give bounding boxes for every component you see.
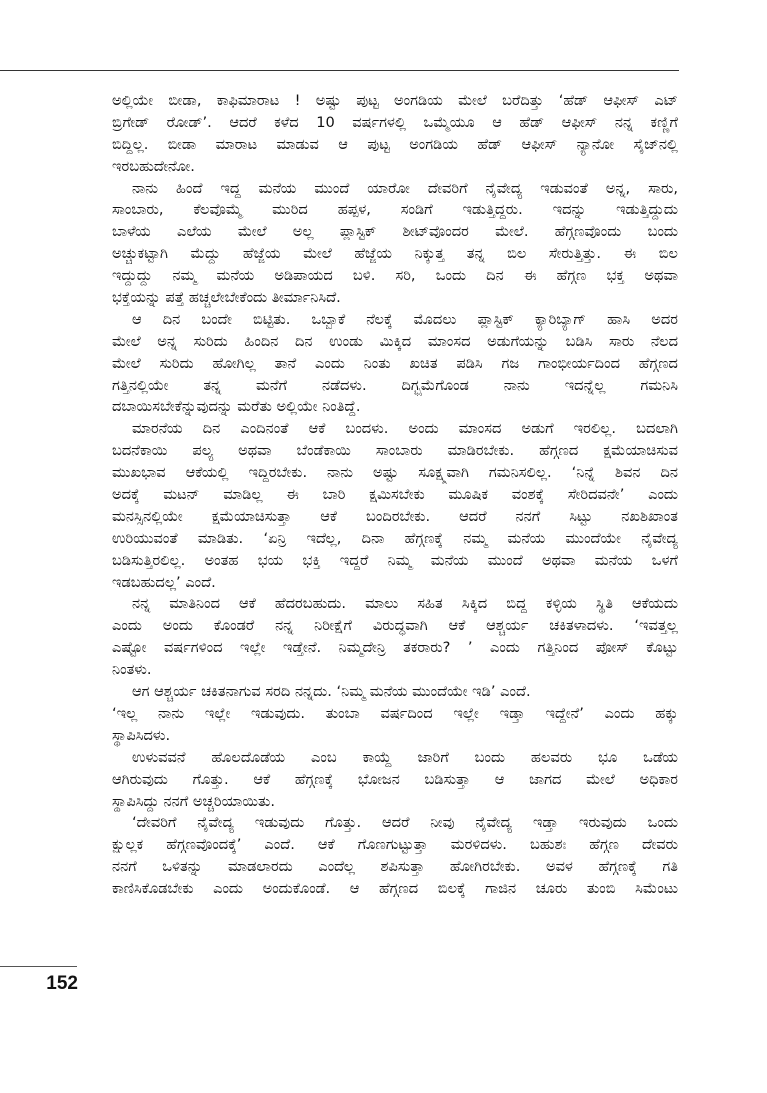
text-line: ಇಡಬಹುದಲ್ಲ’ ಎಂದೆ. [112,573,216,591]
text-line: ಸ್ಥಾಪಿಸಿದ್ದು ನನಗೆ ಅಚ್ಚರಿಯಾಯಿತು. [112,792,276,810]
text-line: ನಿಂತಳು. [112,661,152,679]
page-number: 152 [46,973,78,994]
text-line: ಕಾಣಿಸಿಕೊಡಬೇಕು ಎಂದು ಅಂದುಕೊಂಡೆ. ಆ ಹೆಗ್ಗಣದ ಬಿಲಕ್ಕೆ ಗಾಜಿನ ಚೂರು ತುಂಬಿ ಸಿಮೆಂಟು [112,880,678,898]
paragraph [112,747,678,813]
text-line: ಕ್ಷುಲ್ಲಕ ಹೆಗ್ಗಣವೊಂದಕ್ಕೆ’ ಎಂದೆ. ಆಕೆ ಗೊಣಗುಟ್ಟುತ್ತಾ ಮರಳಿದಳು. ಬಹುಶಃ ಹೆಗ್ಗಣ ದೇವರು [112,836,678,854]
text-line: ಉರಿಯುವಂತೆ ಮಾಡಿತು. ‘ಏನ್ರಿ ಇದೆಲ್ಲ, ದಿನಾ ಹೆಗ್ಗಣಕ್ಕೆ ನಮ್ಮ ಮನೆಯ ಮುಂದೆಯೇ ನೈವೇದ್ಯ [112,529,678,547]
text-line: ಇರಬಹುದೇನೋ. [112,157,195,175]
text-line: ಮೇಲೆ ಅನ್ನ ಸುರಿದು ಹಿಂದಿನ ದಿನ ಉಂಡು ಮಿಕ್ಕಿದ ಮಾಂಸದ ಅಡುಗೆಯನ್ನು ಬಡಿಸಿ ಸಾರು ನೆಲದ [112,332,678,350]
text-line: ದಬಾಯಿಸಬೇಕೆನ್ನುವುದನ್ನು ಮರೆತು ಅಲ್ಲಿಯೇ ನಿಂತಿದ್ದೆ. [112,398,361,416]
paragraph [112,812,678,900]
text-line: ಬಡಿಸುತ್ತಿರಲಿಲ್ಲ. ಅಂತಹ ಭಯ ಭಕ್ತಿ ಇದ್ದರೆ ನಿಮ್ಮ ಮನೆಯ ಮುಂದೆ ಅಥವಾ ಮನೆಯ ಒಳಗೆ [112,551,678,569]
text-line: ಸ್ಥಾಪಿಸಿದಳು. [112,726,171,744]
text-line: ಮಾರನೆಯ ದಿನ ಎಂದಿನಂತೆ ಆಕೆ ಬಂದಳು. ಅಂದು ಮಾಂಸದ ಅಡುಗೆ ಇರಲಿಲ್ಲ. ಬದಲಾಗಿ [132,420,678,438]
text-line: ಅದಕ್ಕೆ ಮಟನ್ ಮಾಡಿಲ್ಲ ಈ ಬಾರಿ ಕ್ಷಮಿಸಬೇಕು ಮೂಷಿಕ ವಂಶಕ್ಕೆ ಸೇರಿದವನೇ’ ಎಂದು [112,486,678,504]
text-line: ‘ದೇವರಿಗೆ ನೈವೇದ್ಯ ಇಡುವುದು ಗೊತ್ತು. ಆದರೆ ನೀವು ನೈವೇದ್ಯ ಇಡ್ತಾ ಇರುವುದು ಒಂದು [132,814,678,832]
text-line: ಆ ದಿನ ಬಂದೇ ಬಿಟ್ಟಿತು. ಒಬ್ಬಾಕೆ ನೆಲಕ್ಕೆ ಮೊದಲು ಪ್ಲಾಸ್ಟಿಕ್ ಕ್ಯಾರಿಬ್ಯಾಗ್ ಹಾಸಿ ಅದರ [132,310,678,328]
text-line: ಸಾಂಬಾರು, ಕೆಲವೊಮ್ಮೆ ಮುರಿದ ಹಪ್ಪಳ, ಸಂಡಿಗೆ ಇಡುತ್ತಿದ್ದರು. ಇದನ್ನು ಇಡುತ್ತಿದ್ದುದು [112,201,678,219]
text-line: ಉಳುವವನೆ ಹೊಲದೊಡೆಯ ಎಂಬ ಕಾಯ್ದೆ ಜಾರಿಗೆ ಬಂದು ಹಲವರು ಭೂ ಒಡೆಯ [132,748,678,766]
paragraph [112,681,678,703]
text-line: ನನಗೆ ಒಳಿತನ್ನು ಮಾಡಲಾರದು ಎಂದೆಲ್ಲ ಶಪಿಸುತ್ತಾ ಹೋಗಿರಬೇಕು. ಅವಳ ಹೆಗ್ಗಣಕ್ಕೆ ಗತಿ [112,858,678,876]
text-line: ಆಗ ಆಶ್ಚರ್ಯ ಚಕಿತನಾಗುವ ಸರದಿ ನನ್ನದು. ‘ನಿಮ್ಮ ಮನೆಯ ಮುಂದೆಯೇ ಇಡಿ’ ಎಂದೆ. [132,683,531,701]
text-line: ಎಷ್ಟೋ ವರ್ಷಗಳಿಂದ ಇಲ್ಲೇ ಇಡ್ತೇನೆ. ನಿಮ್ಮದೇನ್ರಿ ತಕರಾರು? ’ ಎಂದು ಗತ್ತಿನಿಂದ ಪೋಸ್ ಕೊಟ್ಟು [112,639,678,657]
text-line: ಮುಖಭಾವ ಆಕೆಯಲ್ಲಿ ಇದ್ದಿರಬೇಕು. ನಾನು ಅಷ್ಟು ಸೂಕ್ಷ್ಮವಾಗಿ ಗಮನಿಸಲಿಲ್ಲ. ‘ನಿನ್ನೆ ಶಿವನ ದಿನ [112,464,678,482]
text-line: ಗತ್ತಿನಲ್ಲಿಯೇ ತನ್ನ ಮನೆಗೆ ನಡೆದಳು. ದಿಗ್ಭ್ರಮೆಗೊಂಡ ನಾನು ಇದನ್ನೆಲ್ಲ ಗಮನಿಸಿ [112,376,678,394]
text-line: ಬಿದ್ದಿಲ್ಲ. ಬೀಡಾ ಮಾರಾಟ ಮಾಡುವ ಆ ಪುಟ್ಟ ಅಂಗಡಿಯ ಹೆಡ್ ಆಫೀಸ್ ನ್ಯಾನೋ ಸೈಜ್‌ನಲ್ಲಿ [112,135,678,153]
paragraph [112,90,678,178]
text-line: ನಾನು ಹಿಂದೆ ಇದ್ದ ಮನೆಯ ಮುಂದೆ ಯಾರೋ ದೇವರಿಗೆ ನೈವೇದ್ಯ ಇಡುವಂತೆ ಅನ್ನ, ಸಾರು, [132,179,678,197]
text-line: ಇದ್ದುದ್ದು ನಮ್ಮ ಮನೆಯ ಅಡಿಪಾಯದ ಬಳಿ. ಸರಿ, ಒಂದು ದಿನ ಈ ಹೆಗ್ಗಣ ಭಕ್ತ ಅಥವಾ [112,267,678,285]
text-line: ಬ್ರಿಗೇಡ್ ರೋಡ್’. ಆದರೆ ಕಳೆದ 10 ವರ್ಷಗಳಲ್ಲಿ ಒಮ್ಮೆಯೂ ಆ ಹೆಡ್ ಆಫೀಸ್ ನನ್ನ ಕಣ್ಣಿಗೆ [112,113,678,131]
text-line: ಬಾಳೆಯ ಎಲೆಯ ಮೇಲೆ ಅಲ್ಲ ಪ್ಲಾಸ್ಟಿಕ್ ಶೀಟ್‌ವೊಂದರ ಮೇಲೆ. ಹೆಗ್ಗಣವೊಂದು ಬಂದು [112,223,678,241]
text-line: ಬದನೆಕಾಯಿ ಪಲ್ಯ ಅಥವಾ ಬೆಂಡೆಕಾಯಿ ಸಾಂಬಾರು ಮಾಡಿರಬೇಕು. ಹೆಗ್ಗಣದ ಕ್ಷಮೆಯಾಚಿಸುವ [112,442,678,460]
text-line: ಎಂದು ಅಂದು ಕೊಂಡರೆ ನನ್ನ ನಿರೀಕ್ಷೆಗೆ ವಿರುದ್ಧವಾಗಿ ಆಕೆ ಆಶ್ಚರ್ಯ ಚಕಿತಳಾದಳು. ‘ಇವತ್ತಲ್ಲ [112,617,678,635]
text-line: ಆಗಿರುವುದು ಗೊತ್ತು. ಆಕೆ ಹೆಗ್ಗಣಕ್ಕೆ ಭೋಜನ ಬಡಿಸುತ್ತಾ ಆ ಜಾಗದ ಮೇಲೆ ಅಧಿಕಾರ [112,770,678,788]
paragraph [112,418,678,593]
text-line: ‘ಇಲ್ಲ ನಾನು ಇಲ್ಲೇ ಇಡುವುದು. ತುಂಬಾ ವರ್ಷದಿಂದ ಇಲ್ಲೇ ಇಡ್ತಾ ಇದ್ದೇನೆ’ ಎಂದು ಹಕ್ಕು [112,704,678,722]
paragraph [112,178,678,309]
text-line: ಭಕ್ತೆಯನ್ನು ಪತ್ತೆ ಹಚ್ಚಲೇಬೇಕೆಂದು ತೀರ್ಮಾನಿಸಿದೆ. [112,289,341,307]
paragraph [112,593,678,681]
paragraph [112,309,678,418]
text-line: ನನ್ನ ಮಾತಿನಿಂದ ಆಕೆ ಹೆದರಬಹುದು. ಮಾಲು ಸಹಿತ ಸಿಕ್ಕಿದ ಬಿದ್ದ ಕಳ್ಳಿಯ ಸ್ಥಿತಿ ಆಕೆಯದು [132,595,678,613]
text-line: ಅಲ್ಲಿಯೇ ಬೀಡಾ, ಕಾಫಿಮಾರಾಟ ! ಅಷ್ಟು ಪುಟ್ಟ ಅಂಗಡಿಯ ಮೇಲೆ ಬರೆದಿತ್ತು ‘ಹೆಡ್ ಆಫೀಸ್ ಎಟ್ [112,92,678,109]
text-line: ಮನಸ್ಸಿನಲ್ಲಿಯೇ ಕ್ಷಮೆಯಾಚಿಸುತ್ತಾ ಆಕೆ ಬಂದಿರಬೇಕು. ಆದರೆ ನನಗೆ ಸಿಟ್ಟು ನಖಶಿಖಾಂತ [112,507,678,525]
paragraph [112,703,678,747]
text-line: ಮೇಲೆ ಸುರಿದು ಹೋಗಿಲ್ಲ ತಾನೆ ಎಂದು ನಿಂತು ಖಚಿತ ಪಡಿಸಿ ಗಜ ಗಾಂಭೀರ್ಯದಿಂದ ಹೆಗ್ಗಣದ [112,354,678,372]
text-line: ಅಚ್ಚುಕಟ್ಟಾಗಿ ಮೆದ್ದು ಹೆಜ್ಜೆಯ ಮೇಲೆ ಹೆಜ್ಜೆಯ ನಿಕ್ಕುತ್ತ ತನ್ನ ಬಿಲ ಸೇರುತ್ತಿತ್ತು. ಈ ಬಿಲ [112,245,678,263]
body-text [112,90,678,900]
header-rule [0,70,679,71]
footer-rule [0,966,77,967]
